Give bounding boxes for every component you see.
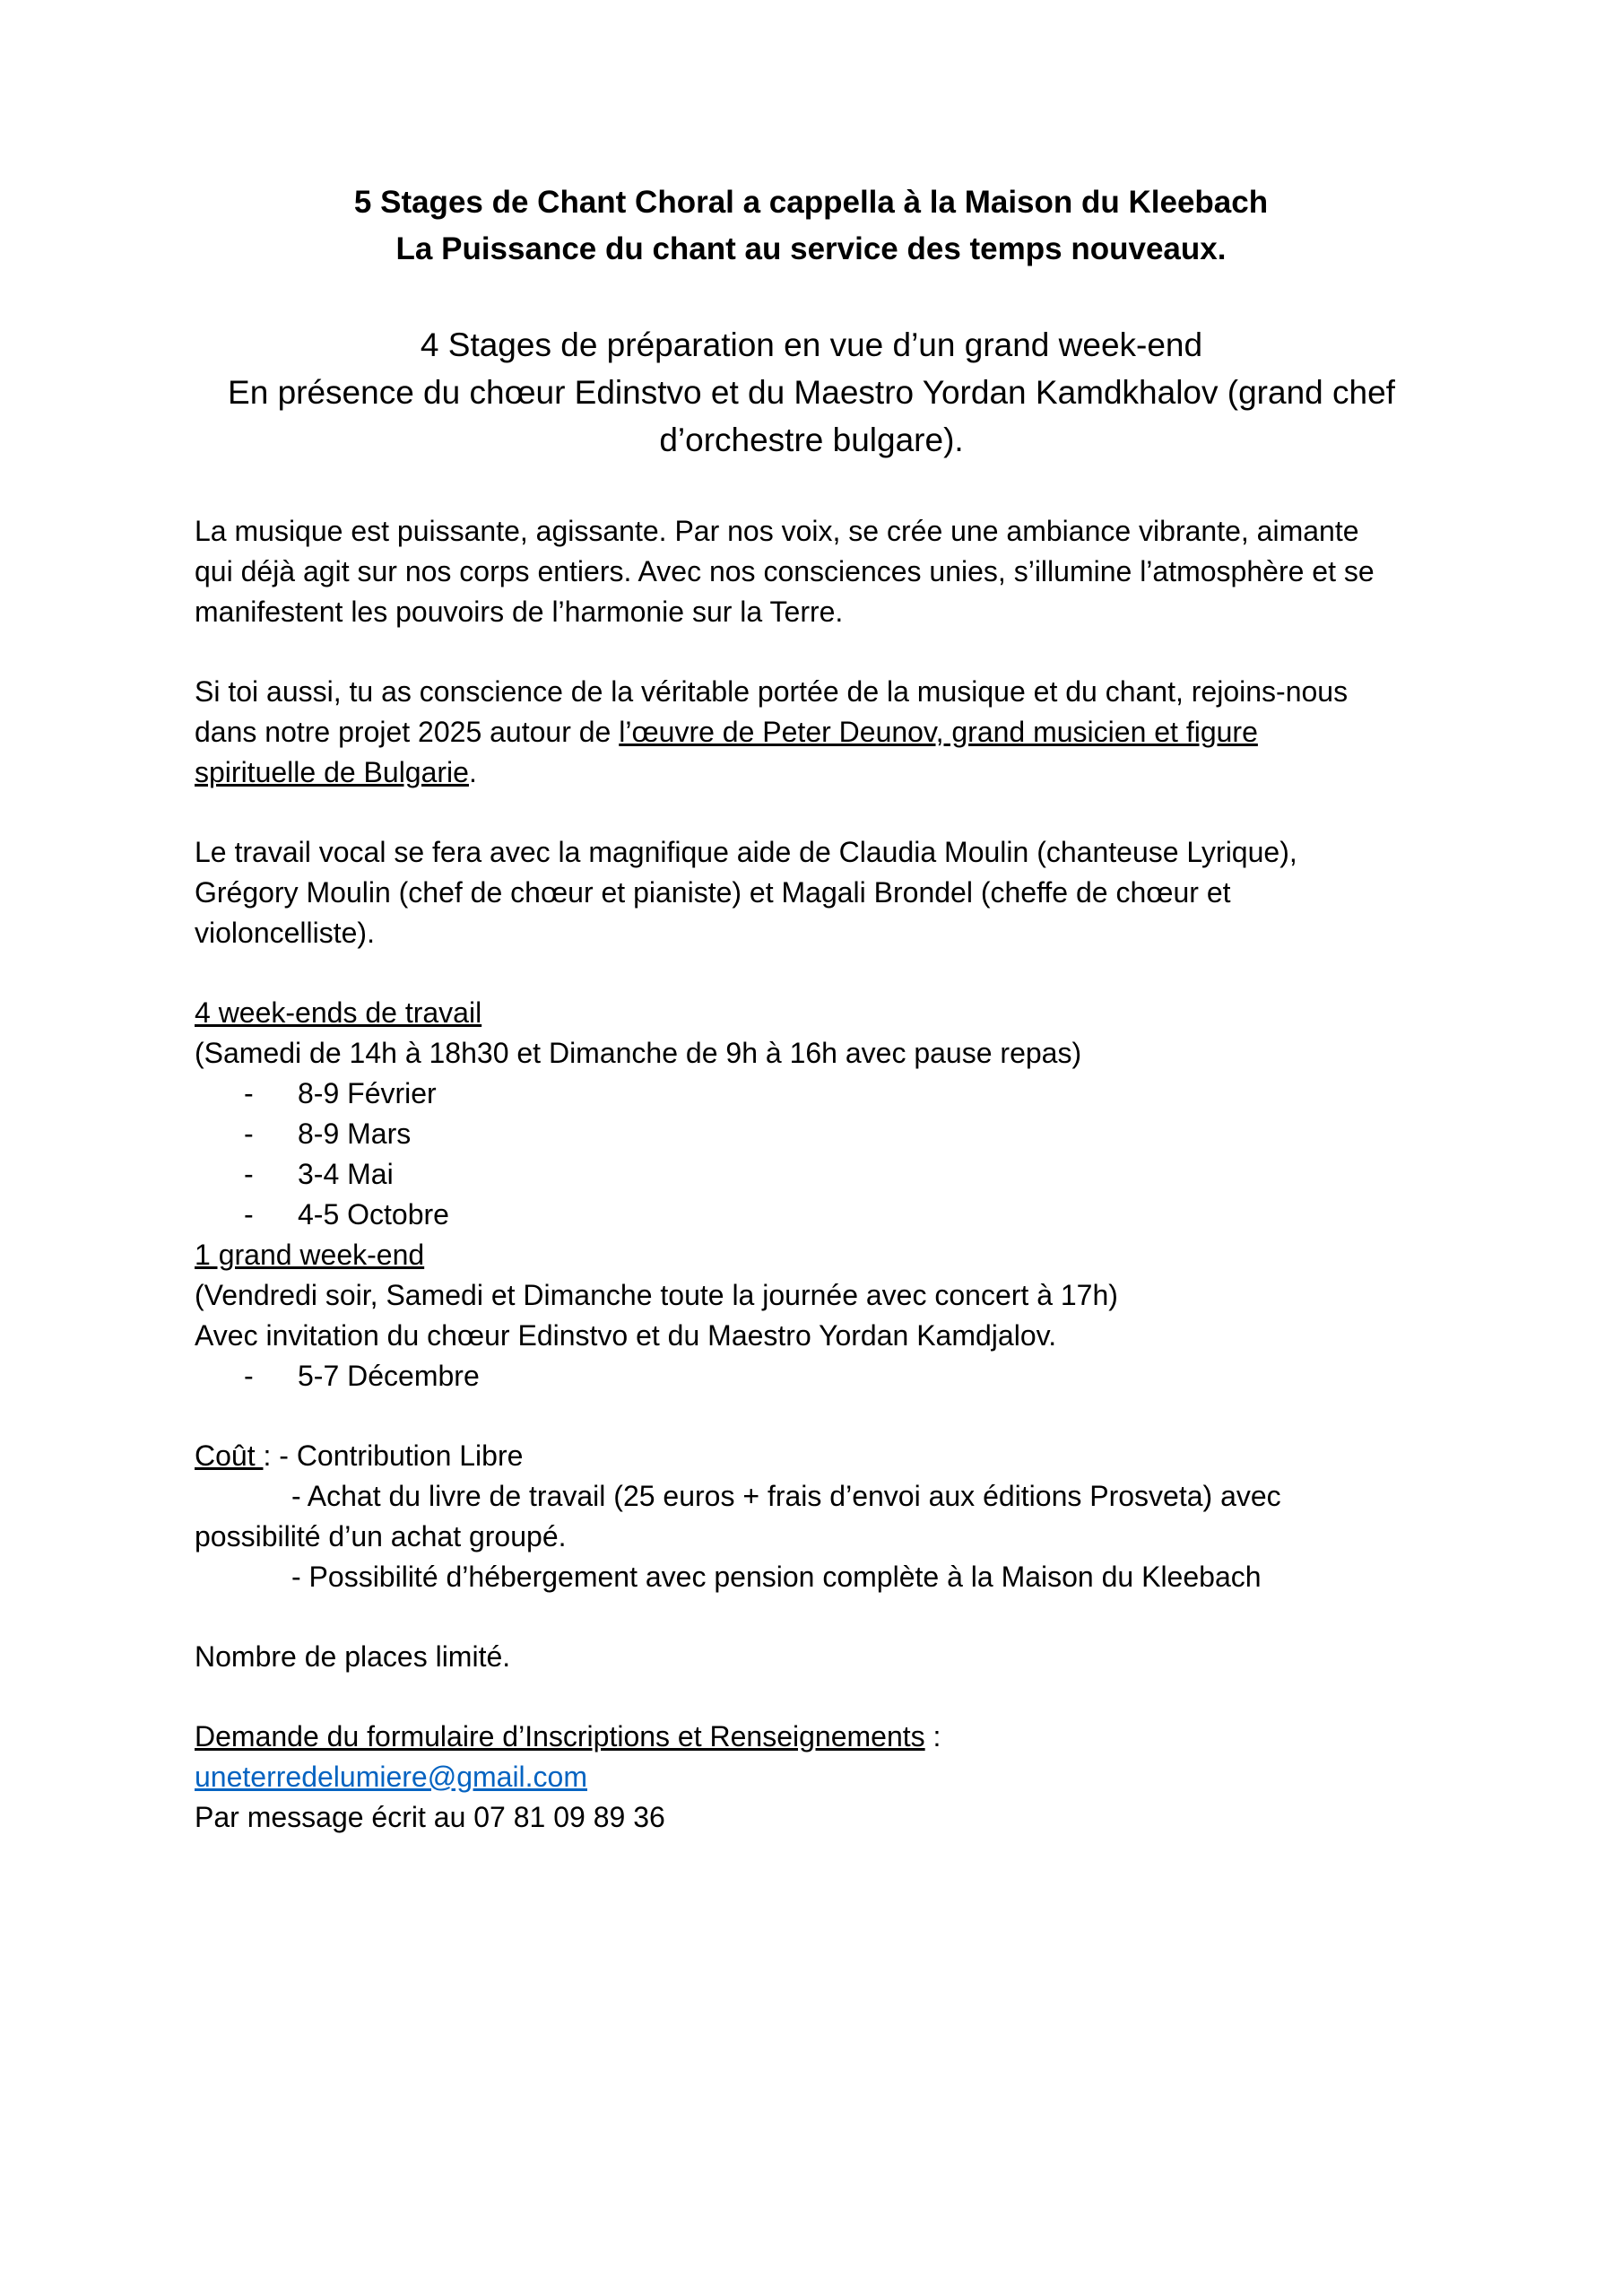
deunov-link[interactable]: l’œuvre de Peter Deunov, grand musicien et figure	[619, 716, 1258, 748]
list-item	[195, 1356, 1468, 1396]
paragraph-line: La musique est puissante, agissante. Par nos voix, se crée une ambiance vibrante, aimante	[195, 515, 1359, 547]
contact-email-line	[195, 1757, 1468, 1797]
cost-line	[195, 1436, 1468, 1476]
document-title	[0, 179, 1622, 273]
paragraph-line: manifestent les pouvoirs de l’harmonie sur la Terre.	[195, 596, 844, 628]
paragraph-line: Grégory Moulin (chef de chœur et pianiste) et Magali Brondel (cheffe de chœur et	[195, 876, 1231, 909]
grand-weekend-section	[195, 1235, 1468, 1396]
cost-item-2: - Achat du livre de travail (25 euros + frais d’envoi aux éditions Prosveta) avec	[291, 1480, 1281, 1512]
paragraph-intro	[195, 511, 1468, 632]
contact-phone: Par message écrit au 07 81 09 89 36	[195, 1801, 665, 1833]
paragraph-line: violoncelliste).	[195, 917, 375, 949]
title-line-2: La Puissance du chant au service des temps nouveaux.	[395, 231, 1227, 266]
list-bullet: -	[244, 1158, 254, 1190]
grand-weekend-heading: 1 grand week-end	[195, 1239, 425, 1271]
email-link[interactable]: uneterredelumiere@gmail.com	[195, 1761, 587, 1793]
paragraph-line: Si toi aussi, tu as conscience de la véritable portée de la musique et du chant, rejoins-nous	[195, 675, 1349, 708]
workshop-date: 4-5 Octobre	[298, 1198, 449, 1231]
list-item	[195, 1195, 1468, 1235]
list-bullet: -	[244, 1360, 254, 1392]
spacer	[195, 953, 1468, 993]
list-item	[195, 1154, 1468, 1195]
contact-heading-line	[195, 1717, 1468, 1757]
contact-section	[195, 1717, 1468, 1838]
paragraph-project	[195, 672, 1468, 793]
list-bullet: -	[244, 1198, 254, 1231]
workshop-date: 3-4 Mai	[298, 1158, 394, 1190]
subtitle-line-2: En présence du chœur Edinstvo et du Maestro Yordan Kamdkhalov (grand chef	[228, 374, 1395, 411]
cost-section	[195, 1436, 1468, 1597]
spacer	[195, 632, 1468, 672]
cost-item-2-continued: possibilité d’un achat groupé.	[195, 1520, 567, 1552]
paragraph-text: .	[468, 756, 477, 788]
document-body	[195, 511, 1468, 1838]
paragraph-teachers	[195, 832, 1468, 953]
list-bullet: -	[244, 1077, 254, 1109]
places-notice: Nombre de places limité.	[195, 1640, 511, 1673]
paragraph-text: dans notre projet 2025 autour de	[195, 716, 620, 748]
spacer	[195, 1597, 1468, 1637]
spacer	[195, 1677, 1468, 1717]
spacer	[195, 1396, 1468, 1436]
workshops-schedule: (Samedi de 14h à 18h30 et Dimanche de 9h à 16h avec pause repas)	[195, 1037, 1082, 1069]
workshop-date: 8-9 Février	[298, 1077, 437, 1109]
cost-item-3: - Possibilité d’hébergement avec pension complète à la Maison du Kleebach	[291, 1561, 1262, 1593]
contact-heading-colon: :	[924, 1720, 941, 1752]
subtitle-line-1: 4 Stages de préparation en vue d’un grand week-end	[420, 326, 1203, 363]
workshops-heading: 4 week-ends de travail	[195, 996, 482, 1029]
cost-item-1: : - Contribution Libre	[263, 1439, 524, 1472]
grand-weekend-date: 5-7 Décembre	[298, 1360, 480, 1392]
contact-heading: Demande du formulaire d’Inscriptions et Renseignements	[195, 1720, 925, 1752]
title-line-1: 5 Stages de Chant Choral a cappella à la Maison du Kleebach	[353, 185, 1269, 220]
paragraph-line: qui déjà agit sur nos corps entiers. Avec nos consciences unies, s’illumine l’atmosphère et se	[195, 555, 1375, 587]
document-subtitle	[161, 321, 1462, 464]
grand-weekend-invitation: Avec invitation du chœur Edinstvo et du Maestro Yordan Kamdjalov.	[195, 1319, 1057, 1352]
grand-weekend-schedule: (Vendredi soir, Samedi et Dimanche toute la journée avec concert à 17h)	[195, 1279, 1118, 1311]
workshops-section	[195, 993, 1468, 1235]
deunov-link-continued[interactable]: spirituelle de Bulgarie	[195, 756, 469, 788]
paragraph-line	[195, 752, 1468, 793]
paragraph-line: Le travail vocal se fera avec la magnifique aide de Claudia Moulin (chanteuse Lyrique),	[195, 836, 1297, 868]
list-item	[195, 1074, 1468, 1114]
list-bullet: -	[244, 1118, 254, 1150]
workshop-date: 8-9 Mars	[298, 1118, 412, 1150]
subtitle-line-3: d’orchestre bulgare).	[659, 422, 964, 458]
spacer	[195, 793, 1468, 832]
paragraph-line	[195, 712, 1468, 752]
list-item	[195, 1114, 1468, 1154]
cost-label: Coût	[195, 1439, 264, 1472]
